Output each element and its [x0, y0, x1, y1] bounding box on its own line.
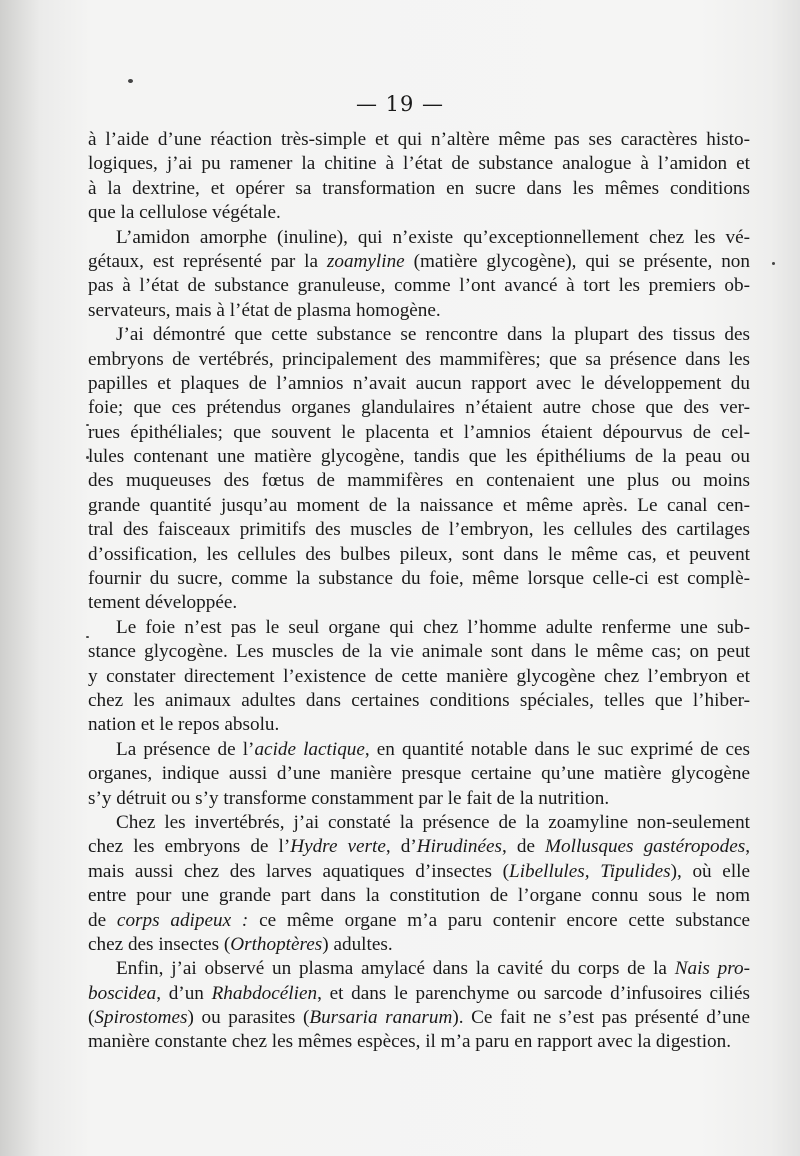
text-run: chez les embryons de l’	[88, 836, 291, 858]
text-run: ) adultes.	[322, 933, 393, 955]
text-run: que la cellulose végétale.	[88, 202, 281, 224]
italic-term: Hydre verte	[290, 836, 386, 858]
text-run: à l’aide d’une réaction très-simple et qui n’altère même pas ses caractères histo-	[88, 129, 750, 150]
text-run: fournir du sucre, comme la substance du foie, même lorsque celle-ci est complè-	[88, 568, 750, 590]
text-line	[88, 591, 750, 615]
text-line	[88, 152, 750, 176]
text-run: manière constante chez les mêmes espèces, il m’a paru en rapport avec la digestion.	[88, 1031, 732, 1053]
text-run: , de	[502, 836, 546, 858]
text-line	[88, 933, 750, 957]
italic-term: corps adipeux :	[116, 909, 249, 931]
text-run: de	[88, 909, 117, 931]
italic-term: Orthoptères	[230, 933, 323, 955]
text-run: Le foie n’est pas le seul organe qui chez l’homme adulte renferme une sub-	[116, 616, 750, 638]
text-line	[88, 201, 750, 225]
text-run: à la dextrine, et opérer sa transformation en sucre dans les mêmes conditions	[88, 177, 750, 199]
text-line	[88, 323, 750, 347]
text-run: rues épithéliales; que souvent le placenta et l’amnios étaient dépourvus de cel-	[88, 421, 750, 443]
ink-speck	[772, 262, 775, 265]
text-run: d’ossification, les cellules des bulbes pileux, sont dans le même cas, et peuvent	[88, 543, 750, 565]
text-run: stance glycogène. Les muscles de la vie animale sont dans le même cas; on peut	[88, 641, 750, 663]
text-run: lules contenant une matière glycogène, tandis que les épithéliums de la peau ou	[88, 446, 750, 468]
text-line	[88, 616, 750, 640]
text-line	[88, 348, 750, 372]
text-run: pas à l’état de substance granuleuse, comme l’ont avancé à tort les premiers ob-	[88, 275, 750, 297]
text-line	[88, 860, 750, 884]
text-run: J’ai démontré que cette substance se rencontre dans la plupart des tissus des	[116, 324, 750, 346]
text-line	[88, 762, 750, 786]
text-line	[88, 396, 750, 420]
text-run: chez des insectes (	[88, 933, 231, 955]
text-line	[88, 982, 750, 1006]
text-line	[88, 957, 750, 981]
text-line	[88, 128, 750, 152]
text-line	[88, 689, 750, 713]
text-run: servateurs, mais à l’état de plasma homogène.	[88, 299, 441, 321]
text-run: ). Ce fait ne s’est pas présenté d’une	[452, 1007, 750, 1029]
text-line	[88, 640, 750, 664]
text-line	[88, 884, 750, 908]
text-run: tement développée.	[88, 592, 238, 614]
text-run: ce même organe m’a paru contenir encore cette substance	[248, 909, 750, 931]
text-line	[88, 469, 750, 493]
text-run: nation et le repos absolu.	[88, 714, 280, 736]
text-run: (matière glycogène), qui se présente, non	[404, 250, 750, 272]
text-run: organes, indique aussi d’une manière presque certaine qu’une matière glycogène	[88, 763, 750, 785]
italic-term: boscidea	[88, 982, 157, 1004]
text-line	[88, 518, 750, 542]
text-line	[88, 835, 750, 859]
text-line	[88, 299, 750, 323]
text-run: L’amidon amorphe (inuline), qui n’existe qu’exceptionnellement chez les vé-	[116, 226, 750, 248]
italic-term: Mollusques gastéropodes	[545, 836, 746, 858]
italic-term: Bursaria ranarum	[309, 1007, 453, 1029]
text-run: grande quantité jusqu’au moment de la naissance et même après. Le canal cen-	[88, 494, 750, 516]
text-line	[88, 445, 750, 469]
text-run: embryons de vertébrés, principalement des mammifères; que sa présence dans les	[88, 348, 750, 370]
page-number: — 19 —	[355, 92, 445, 116]
italic-term: Nais pro-	[674, 958, 750, 980]
text-run: chez les animaux adultes dans certaines conditions spéciales, telles que l’hiber-	[88, 689, 750, 711]
text-run: papilles et plaques de l’amnios n’avait aucun rapport avec le développement du	[88, 372, 750, 394]
text-run: , en quantité notable dans le suc exprimé de ces	[364, 738, 750, 760]
text-line	[88, 494, 750, 518]
text-line	[88, 177, 750, 201]
text-run: Chez les invertébrés, j’ai constaté la présence de la zoamyline non-seulement	[116, 811, 750, 833]
text-line	[88, 811, 750, 835]
text-run: Enfin, j’ai observé un plasma amylacé dans la cavité du corps de la	[116, 958, 675, 980]
italic-term: zoamyline	[326, 250, 405, 272]
text-line	[88, 665, 750, 689]
text-run: ) ou parasites (	[187, 1007, 310, 1029]
text-run: mais aussi chez des larves aquatiques d’insectes (	[88, 860, 510, 882]
text-run: , d’	[385, 836, 417, 858]
text-run: gétaux, est représenté par la	[88, 250, 327, 272]
text-line	[88, 567, 750, 591]
text-line	[88, 543, 750, 567]
text-line	[88, 713, 750, 737]
text-run: La présence de l’	[116, 738, 255, 760]
italic-term: Libellules, Tipulides	[509, 860, 671, 882]
italic-term: Spirostomes	[94, 1007, 188, 1029]
italic-term: acide lactique	[254, 738, 365, 760]
italic-term: Hirudinées	[416, 836, 502, 858]
text-run: (	[88, 1007, 95, 1029]
body-text	[88, 128, 750, 1055]
text-run: des muqueuses des fœtus de mammifères en contenaient une plus ou moins	[88, 470, 750, 492]
text-line	[88, 787, 750, 811]
text-run: foie; que ces prétendus organes glandulaires n’étaient autre chose que des ver-	[88, 397, 750, 419]
text-line	[88, 372, 750, 396]
text-run: ), où elle	[670, 860, 750, 882]
text-line	[88, 1006, 750, 1030]
ink-speck	[128, 79, 133, 83]
text-line	[88, 274, 750, 298]
text-line	[88, 909, 750, 933]
text-run: s’y détruit ou s’y transforme constamment par le fait de la nutrition.	[88, 787, 610, 809]
text-run: y constater directement l’existence de cette manière glycogène chez l’embryon et	[88, 665, 750, 687]
text-run: tral des faisceaux primitifs des muscles de l’embryon, les cellules des cartilages	[88, 519, 750, 541]
text-run: entre pour une grande part dans la constitution de l’organe connu sous le nom	[88, 885, 750, 907]
text-run: logiques, j’ai pu ramener la chitine à l’état de substance analogue à l’amidon et	[88, 153, 750, 175]
text-run: , d’un	[156, 982, 212, 1004]
text-line	[88, 738, 750, 762]
text-line	[88, 250, 750, 274]
text-line	[88, 1030, 750, 1054]
text-line	[88, 226, 750, 250]
italic-term: Rhabdocélien	[211, 982, 318, 1004]
text-line	[88, 421, 750, 445]
text-run: , et dans le parenchyme ou sarcode d’infusoires ciliés	[317, 982, 750, 1004]
text-run: ,	[745, 836, 750, 858]
